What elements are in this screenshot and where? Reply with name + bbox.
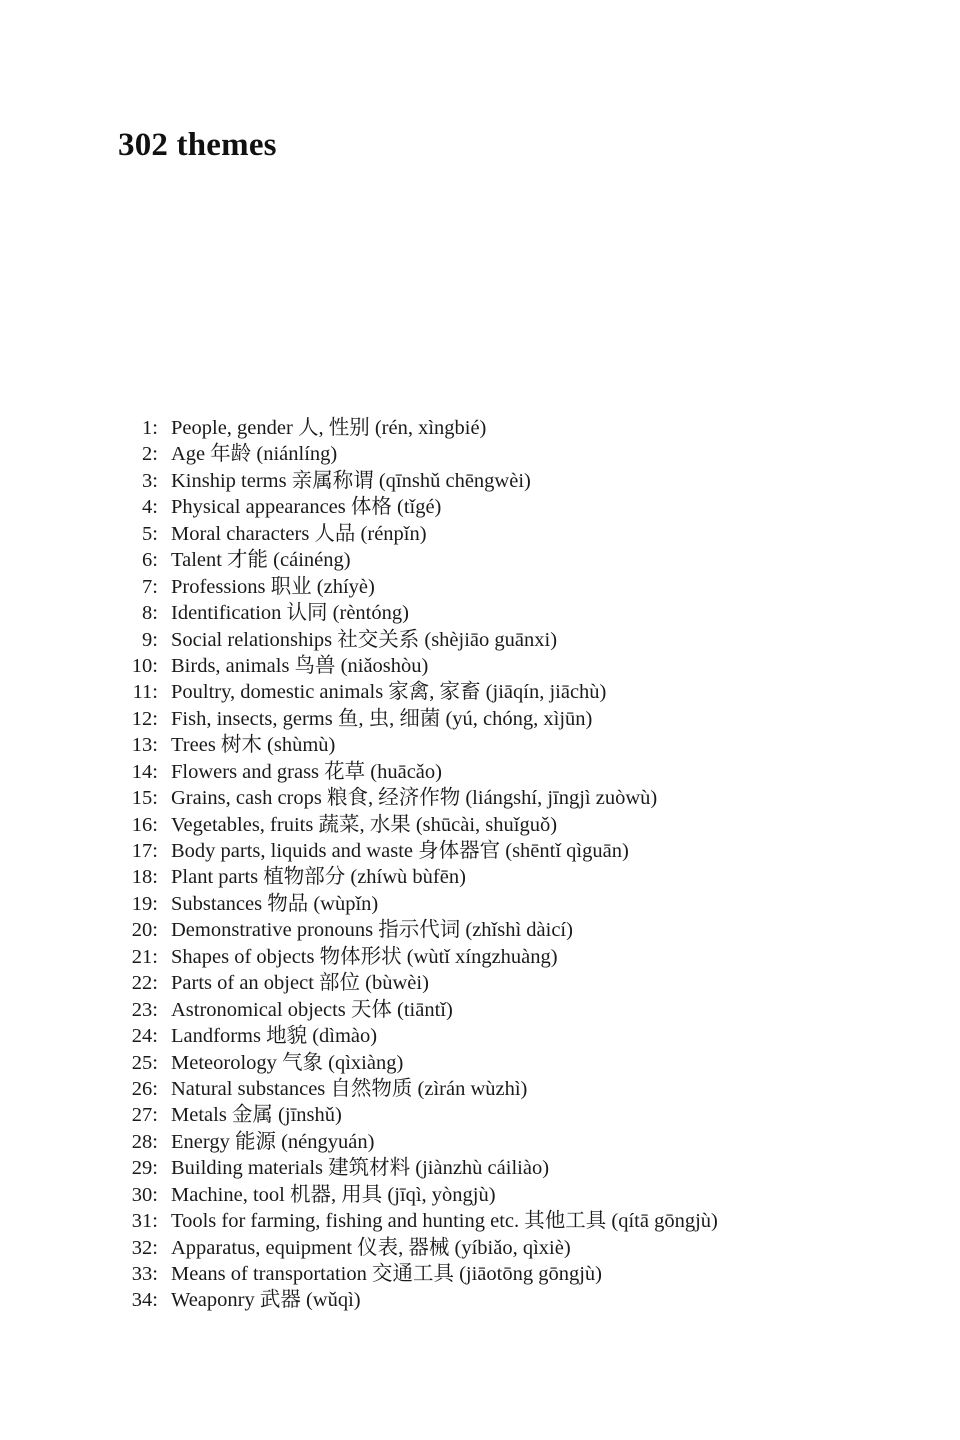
theme-list-item xyxy=(112,944,912,970)
theme-index: 6: xyxy=(142,549,158,572)
theme-label: Physical appearances 体格 (tǐgé) xyxy=(171,496,442,519)
theme-label: Trees 树木 (shùmù) xyxy=(171,734,336,757)
theme-label: Landforms 地貌 (dìmào) xyxy=(171,1025,378,1048)
theme-index: 27: xyxy=(131,1104,158,1127)
theme-list-item xyxy=(112,679,912,705)
theme-index: 7: xyxy=(142,575,158,598)
theme-label: Astronomical objects 天体 (tiāntǐ) xyxy=(171,998,453,1021)
theme-label: Body parts, liquids and waste 身体器官 (shēntǐ qìguān) xyxy=(171,840,629,862)
theme-label: Natural substances 自然物质 (zìrán wùzhì) xyxy=(171,1077,528,1100)
theme-list-item xyxy=(112,521,912,547)
theme-list-item xyxy=(112,1155,912,1181)
theme-index: 22: xyxy=(131,972,158,995)
theme-index: 5: xyxy=(142,522,158,545)
theme-index: 34: xyxy=(131,1289,158,1312)
theme-index: 9: xyxy=(142,628,158,651)
theme-list-item xyxy=(112,1023,912,1049)
theme-label: Apparatus, equipment 仪表, 器械 (yíbiǎo, qìxiè) xyxy=(171,1236,571,1259)
theme-index: 1: xyxy=(142,417,158,439)
theme-list-item xyxy=(112,1261,912,1287)
theme-label: Talent 才能 (cáinéng) xyxy=(171,549,351,572)
theme-label: Fish, insects, germs 鱼, 虫, 细菌 (yú, chóng, xìjūn) xyxy=(171,707,593,730)
theme-list-item xyxy=(112,838,912,864)
theme-index: 31: xyxy=(131,1210,158,1233)
theme-label: Substances 物品 (wùpǐn) xyxy=(171,892,379,915)
theme-list-item xyxy=(112,732,912,758)
theme-index: 30: xyxy=(131,1183,158,1206)
theme-list-item xyxy=(112,1287,912,1313)
theme-index: 25: xyxy=(131,1051,158,1074)
theme-list-item xyxy=(112,759,912,785)
theme-index: 13: xyxy=(131,734,158,757)
theme-index: 2: xyxy=(142,443,158,466)
theme-label: Poultry, domestic animals 家禽, 家畜 (jiāqín, jiāchù) xyxy=(171,681,607,704)
theme-label: Birds, animals 鸟兽 (niǎoshòu) xyxy=(171,654,429,677)
theme-list-item xyxy=(112,1129,912,1155)
theme-list-item xyxy=(112,812,912,838)
theme-list-item xyxy=(112,1050,912,1076)
theme-list-item xyxy=(112,1076,912,1102)
theme-label: Kinship terms 亲属称谓 (qīnshǔ chēngwèi) xyxy=(171,469,531,492)
theme-label: Professions 职业 (zhíyè) xyxy=(171,575,375,598)
theme-label: Energy 能源 (néngyuán) xyxy=(171,1130,375,1153)
theme-list-item xyxy=(112,785,912,811)
theme-list-item xyxy=(112,468,912,494)
theme-list-item xyxy=(112,1208,912,1234)
theme-index: 19: xyxy=(131,892,158,915)
page-title: 302 themes xyxy=(118,127,277,164)
theme-list-item xyxy=(112,415,912,441)
theme-label: Plant parts 植物部分 (zhíwù bùfēn) xyxy=(171,866,466,889)
theme-list-item xyxy=(112,1235,912,1261)
theme-label: Shapes of objects 物体形状 (wùtǐ xíngzhuàng) xyxy=(171,945,558,968)
theme-label: Flowers and grass 花草 (huācǎo) xyxy=(171,760,442,783)
theme-label: Grains, cash crops 粮食, 经济作物 (liángshí, jīngjì zuòwù) xyxy=(171,787,658,810)
theme-index: 16: xyxy=(131,813,158,836)
theme-index: 32: xyxy=(131,1236,158,1259)
theme-list-item xyxy=(112,997,912,1023)
theme-index: 14: xyxy=(131,760,158,783)
theme-label: Vegetables, fruits 蔬菜, 水果 (shūcài, shuǐguǒ) xyxy=(171,813,558,836)
theme-index: 26: xyxy=(131,1077,158,1100)
theme-label: Meteorology 气象 (qìxiàng) xyxy=(171,1051,404,1074)
theme-label: Social relationships 社交关系 (shèjiāo guānxi) xyxy=(171,628,558,651)
theme-label: Building materials 建筑材料 (jiànzhù cáiliào) xyxy=(171,1157,550,1180)
theme-index: 4: xyxy=(142,496,158,519)
theme-label: Machine, tool 机器, 用具 (jīqì, yòngjù) xyxy=(171,1183,496,1206)
theme-list xyxy=(112,415,912,1314)
theme-index: 20: xyxy=(131,919,158,942)
theme-label: Age 年龄 (niánlíng) xyxy=(171,443,338,466)
theme-list-item xyxy=(112,706,912,732)
theme-list-item xyxy=(112,627,912,653)
theme-index: 3: xyxy=(142,469,158,492)
theme-index: 12: xyxy=(131,707,158,730)
theme-list-item xyxy=(112,600,912,626)
theme-label: Means of transportation 交通工具 (jiāotōng gōngjù) xyxy=(171,1263,603,1285)
theme-list-item xyxy=(112,917,912,943)
theme-label: People, gender 人, 性别 (rén, xìngbié) xyxy=(171,417,487,439)
theme-index: 17: xyxy=(131,840,158,862)
theme-list-item xyxy=(112,970,912,996)
theme-index: 8: xyxy=(142,602,158,625)
theme-list-item xyxy=(112,864,912,890)
theme-index: 33: xyxy=(131,1263,158,1285)
theme-index: 24: xyxy=(131,1025,158,1048)
theme-index: 18: xyxy=(131,866,158,889)
theme-label: Identification 认同 (rèntóng) xyxy=(171,602,409,625)
theme-label: Parts of an object 部位 (bùwèi) xyxy=(171,972,429,995)
theme-list-item xyxy=(112,1102,912,1128)
theme-index: 29: xyxy=(131,1157,158,1180)
theme-list-item xyxy=(112,441,912,467)
theme-list-item xyxy=(112,547,912,573)
theme-index: 28: xyxy=(131,1130,158,1153)
theme-index: 10: xyxy=(131,654,158,677)
theme-list-item xyxy=(112,494,912,520)
theme-list-item xyxy=(112,891,912,917)
theme-label: Metals 金属 (jīnshǔ) xyxy=(171,1104,342,1127)
theme-index: 15: xyxy=(131,787,158,810)
theme-index: 11: xyxy=(132,681,158,704)
theme-label: Weaponry 武器 (wǔqì) xyxy=(171,1289,361,1312)
theme-index: 23: xyxy=(131,998,158,1021)
theme-label: Tools for farming, fishing and hunting etc. 其他工具 (qítā gōngjù) xyxy=(171,1210,718,1233)
theme-label: Moral characters 人品 (rénpǐn) xyxy=(171,522,427,545)
theme-index: 21: xyxy=(131,945,158,968)
theme-list-item xyxy=(112,653,912,679)
theme-list-item xyxy=(112,1182,912,1208)
theme-label: Demonstrative pronouns 指示代词 (zhǐshì dàicí) xyxy=(171,919,573,942)
theme-list-item xyxy=(112,574,912,600)
